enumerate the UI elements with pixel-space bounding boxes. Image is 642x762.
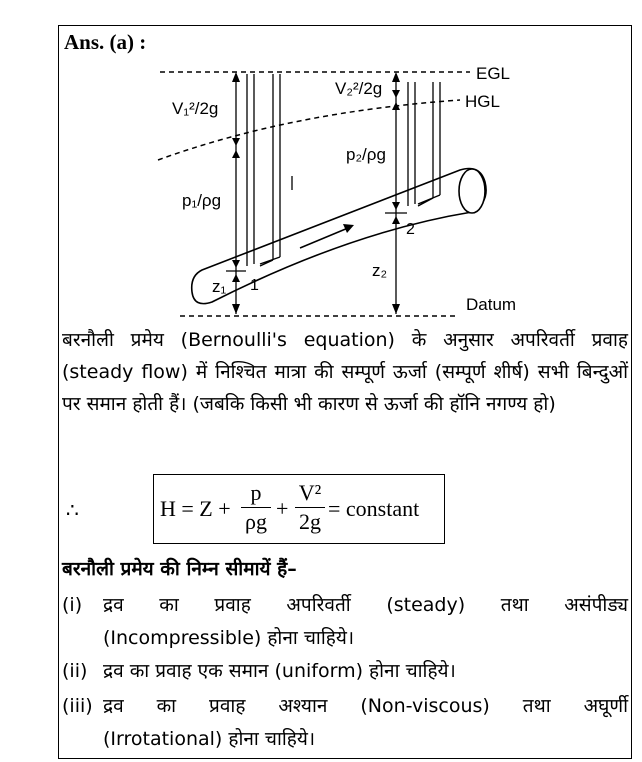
arrow2-bot: [392, 304, 400, 314]
egl-label: EGL: [476, 64, 511, 83]
limitation-text: द्रव का प्रवाह अश्यान (Non-viscous) तथा अघूर्णी: [103, 695, 628, 717]
therefore-symbol: ∴: [66, 498, 79, 522]
z2-label: z₂: [372, 261, 388, 280]
arrow2-mid1: [392, 90, 400, 98]
limitation-text: द्रव का प्रवाह एक समान (uniform) होना चाहिये।: [103, 660, 456, 682]
equation-rhs: = constant: [328, 496, 420, 521]
point2-label: 2: [406, 221, 415, 238]
limitation-text-continued: (Incompressible) होना चाहिये।: [103, 627, 355, 649]
equation-plus: +: [276, 496, 289, 521]
pressure-fraction-bar: [241, 507, 271, 508]
arrow2-top: [392, 72, 400, 82]
pressure-denominator: ρg: [245, 509, 267, 534]
velocity-numerator: V²: [298, 480, 322, 505]
limitation-text-continued: (Irrotational) होना चाहिये।: [103, 728, 316, 750]
z1-label: z₁: [212, 277, 227, 296]
v1-label: V₁²/2g: [172, 99, 219, 118]
pipe-end: [459, 169, 485, 213]
limitation-item: [62, 655, 628, 688]
limitation-item: [62, 589, 628, 655]
limitation-item: [62, 690, 628, 756]
limitation-number: (i): [62, 594, 83, 616]
datum-label: Datum: [466, 295, 517, 314]
hgl-label: HGL: [465, 92, 500, 111]
v2-label: V₂²/2g: [335, 79, 383, 98]
limitations-heading: बरनौली प्रमेय की निम्न सीमायें हैं–: [62, 558, 297, 580]
pressure-term: [241, 481, 271, 534]
arrow1-mid1: [232, 138, 240, 146]
limitation-number: (ii): [62, 660, 88, 682]
limitation-number: (iii): [62, 695, 93, 717]
p2-label: p₂/ρg: [346, 145, 386, 164]
velocity-denominator: 2g: [299, 509, 321, 534]
velocity-term: [295, 481, 325, 534]
intro-paragraph: बरनौली प्रमेय (Bernoulli's equation) के अनुसार अपरिवर्ती प्रवाह (steady flow) में निश्चित मात्रा की सम्पूर्ण ऊर्जा (सम्पूर्ण शीर्ष) सभी बिन्दुओं पर समान होती हैं। (जबकि किसी भी कारण से ऊर्जा की हॉनि नगण्य हो): [62, 329, 628, 415]
bernoulli-equation: [153, 474, 445, 544]
answer-label: Ans. (a) :: [64, 30, 147, 54]
velocity-fraction-bar: [295, 507, 325, 508]
arrow1-top: [232, 72, 240, 82]
point1-label: 1: [250, 277, 259, 294]
p1-label: p₁/ρg: [182, 191, 222, 210]
arrow1-bot: [232, 304, 240, 314]
pressure-numerator: p: [250, 480, 262, 505]
limitation-text: द्रव का प्रवाह अपरिवर्ती (steady) तथा असंपीड्य: [103, 594, 628, 616]
equation-lhs: H = Z +: [160, 496, 231, 521]
arrow1-mid2: [232, 150, 240, 158]
bernoulli-diagram: [150, 52, 530, 320]
